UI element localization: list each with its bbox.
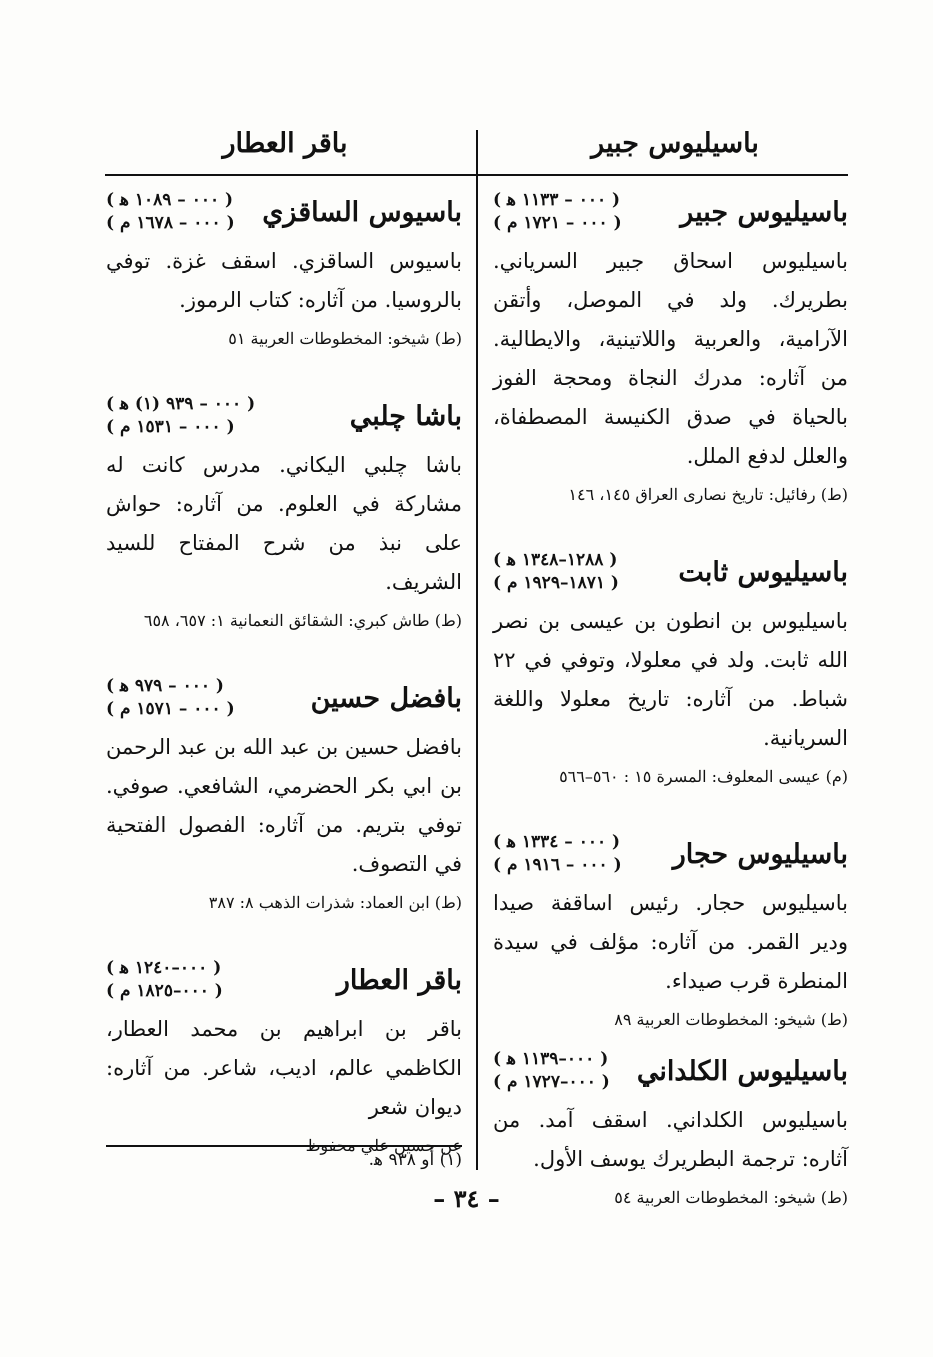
entry-dates [106, 957, 223, 1003]
running-header-right: باسيليوس جبير [591, 128, 759, 159]
entry [106, 668, 462, 918]
footnote-rule [106, 1145, 462, 1147]
entry-name: باسيليوس جبير [680, 196, 848, 228]
gregorian-date: ( ٠٠٠ – ١٥٧١ م ) [106, 699, 235, 719]
entry-name: باقر العطار [336, 964, 462, 996]
entry-dates [106, 393, 255, 439]
entry-body: باقر بن ابراهيم بن محمد العطار، الكاظمي عالم، اديب، شاعر. من آثاره: ديوان شعر [106, 1017, 462, 1119]
hijri-date: ( ١٢٨٨–١٣٤٨ ﻫ ) [493, 550, 618, 570]
hijri-date: ( ٠٠٠ – ١١٣٣ ﻫ ) [493, 190, 621, 210]
gregorian-date: ( ٠٠٠–١٨٢٥ م ) [106, 981, 223, 1001]
entry-name: باسيوس الساقزي [262, 196, 462, 228]
entry [493, 542, 848, 792]
entry-body: باسيليوس حجار. رئيس اساقفة صيدا ودير القمر. من آثاره: مؤلف في سيدة المنطرة قرب صيداء. [493, 891, 848, 993]
entry-dates [106, 675, 235, 721]
entry-body: باسيليوس الكلداني. اسقف آمد. من آثاره: ترجمة البطريرك يوسف الأول. [493, 1108, 848, 1171]
entry-dates [493, 549, 619, 595]
entry [106, 386, 462, 636]
gregorian-date: ( ١٨٧١–١٩٢٩ م ) [493, 573, 619, 593]
entry-dates [106, 189, 235, 235]
entry-reference: (ط) شيخو: المخطوطات العربية ٥١ [228, 329, 462, 348]
entry-name: بافضل حسين [310, 682, 462, 714]
entry-reference: (ط) رفائيل: تاريخ نصارى العراق ١٤٥، ١٤٦ [568, 485, 848, 504]
gregorian-date: ( ٠٠٠ – ١٧٢١ م ) [493, 213, 622, 233]
gregorian-date: ( ٠٠٠ – ١٦٧٨ م ) [106, 213, 235, 233]
hijri-date: ( ٠٠٠ – ٩٧٩ ﻫ ) [106, 676, 224, 696]
hijri-date: ( ٠٠٠–١١٣٩ ﻫ ) [493, 1049, 609, 1069]
entry-reference: عن حسين علي محفوظ [305, 1136, 462, 1155]
entry-dates [493, 1048, 610, 1094]
hijri-date: ( ٠٠٠ – ١٣٣٤ ﻫ ) [493, 832, 621, 852]
entry-dates [493, 831, 622, 877]
footnote: (١) أو ٩٣٨ ﻫ. [368, 1150, 462, 1170]
page-number: – ٣٤ – [433, 1184, 500, 1213]
entry-dates [493, 189, 622, 235]
entry-reference: (م) عيسى المعلوف: المسرة ١٥ : ٥٦٠–٥٦٦ [559, 767, 848, 786]
gregorian-date: ( ٠٠٠–١٧٢٧ م ) [493, 1072, 610, 1092]
entry [493, 824, 848, 1035]
gregorian-date: ( ٠٠٠ – ١٥٣١ م ) [106, 417, 235, 437]
entry-body: باسيليوس بن انطون بن عيسى بن نصر الله ثابت. ولد في معلولا، وتوفي في ٢٢ شباط. من آثاره: تاريخ معلولا واللغة السريانية. [493, 609, 848, 750]
entry-body: بافضل حسين بن عبد الله بن عبد الرحمن بن ابي بكر الحضرمي، الشافعي. صوفي. توفي بتريم. من آثاره: الفصول الفتحية في التصوف. [106, 735, 462, 876]
entry-name: باسيليوس ثابت [678, 556, 848, 588]
entry-body: باسيليوس اسحاق جبير السرياني. بطريرك. ولد في الموصل، وأتقن الآرامية، والعربية واللاتينية، والايطالية. من آثاره: مدرك النجاة ومحجة الفوز بالحياة في صدق الكنيسة المصطفاة، والعلل لدفع الملل. [493, 249, 848, 468]
entry-reference: (ط) شيخو: المخطوطات العربية ٥٤ [614, 1188, 848, 1207]
entry [106, 950, 462, 1161]
hijri-date: ( ٠٠٠ – ٩٣٩ (١) ﻫ ) [106, 394, 256, 414]
entry [493, 182, 848, 510]
right-column [493, 182, 848, 1219]
entry-body: باسيوس الساقزي. اسقف غزة. توفي بالروسيا. من آثاره: كتاب الرموز. [106, 249, 462, 312]
entry-reference: (ط) طاش كبري: الشقائق النعمانية ١: ٦٥٧، ٦٥٨ [143, 611, 462, 630]
entry-reference: (ط) شيخو: المخطوطات العربية ٨٩ [614, 1010, 848, 1029]
left-column [106, 182, 462, 1167]
hijri-date: ( ٠٠٠–١٢٤٠ ﻫ ) [106, 958, 222, 978]
hijri-date: ( ٠٠٠ – ١٠٨٩ ﻫ ) [106, 190, 234, 210]
column-divider [476, 130, 478, 1170]
entry [106, 182, 462, 354]
entry-reference: (ط) ابن العماد: شذرات الذهب ٨: ٣٨٧ [208, 893, 462, 912]
entry-body: باشا چلبي اليكاني. مدرس كانت له مشاركة في العلوم. من آثاره: حواش على نبذ من شرح المفتاح للسيد الشريف. [106, 453, 462, 594]
gregorian-date: ( ٠٠٠ – ١٩١٦ م ) [493, 855, 622, 875]
running-header-left: باقر العطار [222, 128, 348, 159]
entry-name: باسيليوس حجار [672, 838, 848, 870]
entry-name: باسيليوس الكلداني [636, 1055, 848, 1087]
entry-name: باشا چلبي [349, 400, 462, 432]
